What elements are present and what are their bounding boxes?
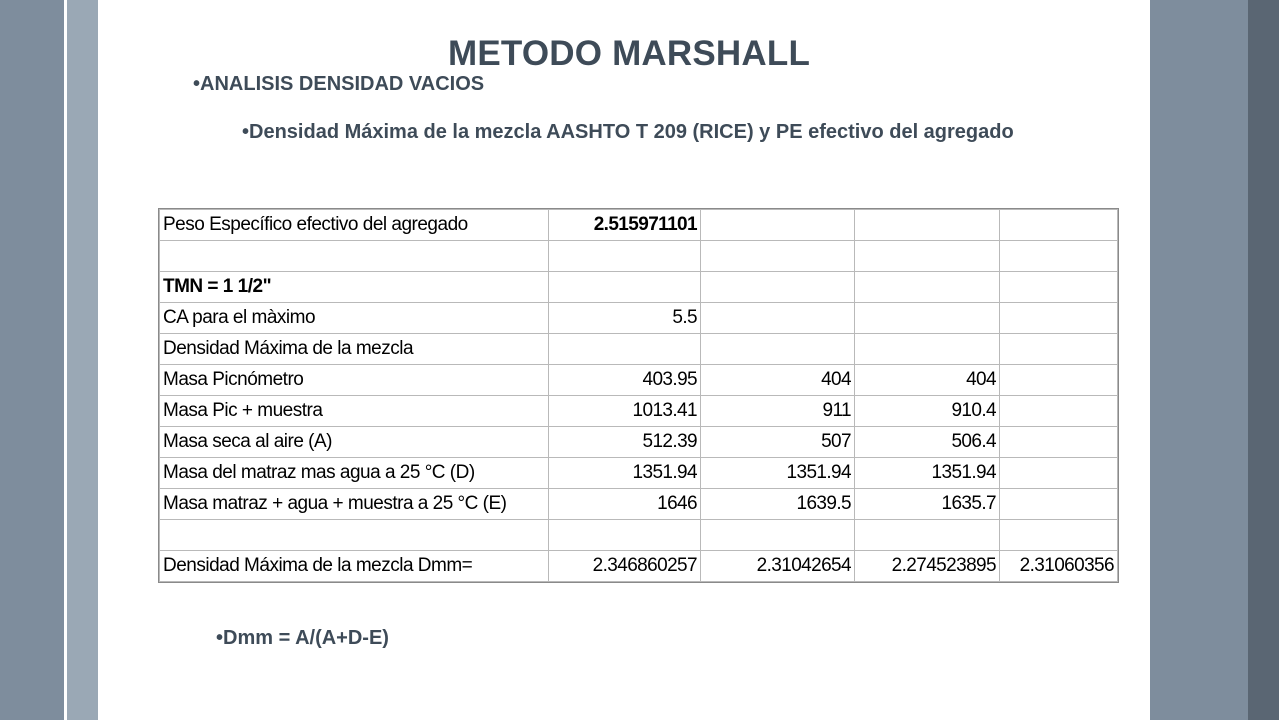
bullet-section-text: ANALISIS DENSIDAD VACIOS [200, 73, 485, 95]
cell-value [1000, 210, 1118, 241]
row-label [160, 241, 549, 272]
row-label: TMN = 1 1/2" [160, 272, 549, 303]
table-row [160, 489, 1118, 520]
cell-value [855, 241, 1000, 272]
row-label: Masa Pic + muestra [160, 396, 549, 427]
cell-value: 507 [701, 427, 855, 458]
row-label: Masa del matraz mas agua a 25 °C (D) [160, 458, 549, 489]
row-label: Densidad Máxima de la mezcla Dmm= [160, 551, 549, 582]
cell-value: 910.4 [855, 396, 1000, 427]
table-row [160, 303, 1118, 334]
cell-value: 2.31060356 [1000, 551, 1118, 582]
cell-value [701, 303, 855, 334]
bullet-formula: •Dmm = A/(A+D-E) [216, 627, 389, 649]
cell-value [701, 210, 855, 241]
cell-value: 404 [855, 365, 1000, 396]
cell-value [855, 334, 1000, 365]
right-decor-band [1150, 0, 1248, 720]
cell-value: 2.346860257 [549, 551, 701, 582]
cell-value: 1635.7 [855, 489, 1000, 520]
cell-value: 1639.5 [701, 489, 855, 520]
cell-value: 1351.94 [701, 458, 855, 489]
table-row [160, 365, 1118, 396]
cell-value [1000, 427, 1118, 458]
row-label [160, 520, 549, 551]
table-row [160, 520, 1118, 551]
cell-value: 5.5 [549, 303, 701, 334]
cell-value: 1351.94 [549, 458, 701, 489]
cell-value [1000, 396, 1118, 427]
cell-value [701, 520, 855, 551]
row-label: Densidad Máxima de la mezcla [160, 334, 549, 365]
cell-value [701, 241, 855, 272]
cell-value: 1646 [549, 489, 701, 520]
cell-value [855, 272, 1000, 303]
cell-value [855, 210, 1000, 241]
row-label: Masa matraz + agua + muestra a 25 °C (E) [160, 489, 549, 520]
cell-value [549, 334, 701, 365]
cell-value: 1013.41 [549, 396, 701, 427]
bullet-subsection: •Densidad Máxima de la mezcla AASHTO T 209 (RICE) y PE efectivo del agregado [242, 121, 1014, 143]
cell-value [1000, 241, 1118, 272]
row-label: Masa Picnómetro [160, 365, 549, 396]
cell-value: 512.39 [549, 427, 701, 458]
cell-value [1000, 334, 1118, 365]
cell-value [549, 520, 701, 551]
table-row [160, 427, 1118, 458]
cell-value [1000, 489, 1118, 520]
right-decor-band-dark [1248, 0, 1279, 720]
table-row [160, 241, 1118, 272]
density-table [159, 209, 1118, 582]
slide-title: METODO MARSHALL [447, 34, 811, 73]
row-label: Masa seca al aire (A) [160, 427, 549, 458]
cell-value: 911 [701, 396, 855, 427]
table-row [160, 458, 1118, 489]
cell-value: 1351.94 [855, 458, 1000, 489]
cell-value [549, 241, 701, 272]
cell-value: 506.4 [855, 427, 1000, 458]
bullet-section: •ANALISIS DENSIDAD VACIOS [193, 73, 485, 95]
cell-value [701, 272, 855, 303]
cell-value: 2.274523895 [855, 551, 1000, 582]
table-row [160, 551, 1118, 582]
table-row [160, 396, 1118, 427]
cell-value: 403.95 [549, 365, 701, 396]
cell-value: 2.515971101 [549, 210, 701, 241]
left-decor-band [0, 0, 64, 720]
cell-value [855, 303, 1000, 334]
table-row [160, 210, 1118, 241]
cell-value [701, 334, 855, 365]
cell-value [855, 520, 1000, 551]
cell-value: 404 [701, 365, 855, 396]
table-row [160, 272, 1118, 303]
table-row [160, 334, 1118, 365]
row-label: CA para el màximo [160, 303, 549, 334]
cell-value [1000, 458, 1118, 489]
left-decor-band-light [67, 0, 98, 720]
cell-value [1000, 520, 1118, 551]
bullet-subsection-text: Densidad Máxima de la mezcla AASHTO T 209 (RICE) y PE efectivo del agregado [249, 121, 1014, 143]
cell-value [1000, 365, 1118, 396]
row-label: Peso Específico efectivo del agregado [160, 210, 549, 241]
cell-value [1000, 303, 1118, 334]
bullet-formula-text: Dmm = A/(A+D-E) [223, 627, 389, 649]
cell-value: 2.31042654 [701, 551, 855, 582]
cell-value [549, 272, 701, 303]
cell-value [1000, 272, 1118, 303]
